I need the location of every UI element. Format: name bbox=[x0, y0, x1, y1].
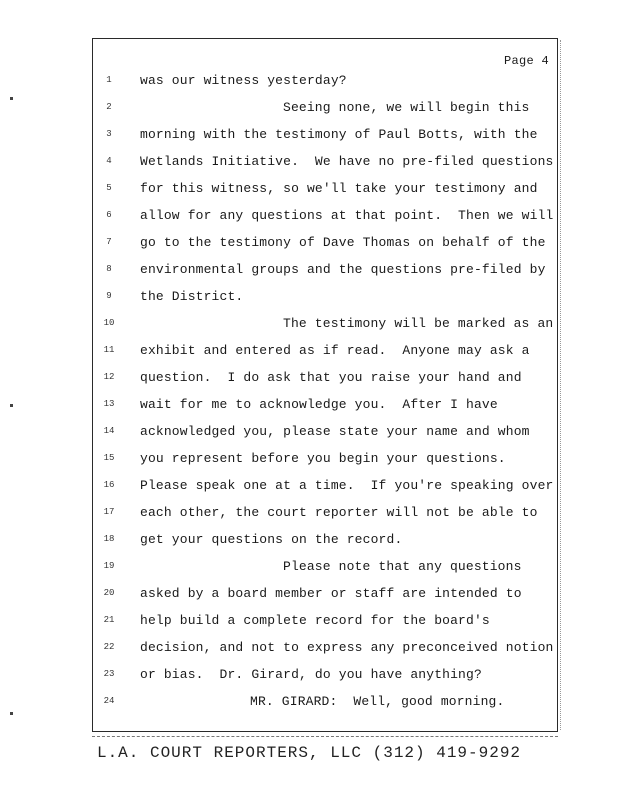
line-text: go to the testimony of Dave Thomas on behalf of the bbox=[140, 235, 546, 250]
transcript-line bbox=[93, 397, 557, 424]
line-number: 5 bbox=[106, 183, 112, 193]
line-text: allow for any questions at that point. Then we will bbox=[140, 208, 554, 223]
line-text: Seeing none, we will begin this bbox=[283, 100, 530, 115]
transcript-line bbox=[93, 262, 557, 289]
transcript-line bbox=[93, 181, 557, 208]
transcript-line bbox=[93, 100, 557, 127]
line-text: asked by a board member or staff are intended to bbox=[140, 586, 522, 601]
line-text: you represent before you begin your questions. bbox=[140, 451, 506, 466]
transcript-line bbox=[93, 316, 557, 343]
line-number: 19 bbox=[103, 561, 115, 571]
line-text: Wetlands Initiative. We have no pre-filed questions bbox=[140, 154, 554, 169]
transcript-line bbox=[93, 694, 557, 721]
line-number: 12 bbox=[103, 372, 115, 382]
transcript-line bbox=[93, 451, 557, 478]
transcript-line bbox=[93, 532, 557, 559]
line-text: morning with the testimony of Paul Botts, with the bbox=[140, 127, 538, 142]
line-number: 17 bbox=[103, 507, 115, 517]
line-text: exhibit and entered as if read. Anyone may ask a bbox=[140, 343, 530, 358]
transcript-lines bbox=[93, 73, 557, 721]
line-number: 24 bbox=[103, 696, 115, 706]
line-number: 11 bbox=[103, 345, 115, 355]
page-edge-rule bbox=[560, 40, 562, 730]
line-text: was our witness yesterday? bbox=[140, 73, 347, 88]
transcript-page bbox=[92, 38, 558, 732]
transcript-line bbox=[93, 343, 557, 370]
line-text: help build a complete record for the board's bbox=[140, 613, 490, 628]
transcript-line bbox=[93, 424, 557, 451]
transcript-line bbox=[93, 559, 557, 586]
line-number: 14 bbox=[103, 426, 115, 436]
line-text: decision, and not to express any preconceived notion bbox=[140, 640, 554, 655]
transcript-line bbox=[93, 640, 557, 667]
line-number: 4 bbox=[106, 156, 112, 166]
line-number: 15 bbox=[103, 453, 115, 463]
line-text: wait for me to acknowledge you. After I have bbox=[140, 397, 498, 412]
line-number: 18 bbox=[103, 534, 115, 544]
line-text: Please speak one at a time. If you're speaking over bbox=[140, 478, 554, 493]
transcript-line bbox=[93, 613, 557, 640]
line-text: The testimony will be marked as an bbox=[283, 316, 554, 331]
transcript-line bbox=[93, 505, 557, 532]
line-text: MR. GIRARD: Well, good morning. bbox=[250, 694, 505, 709]
line-text: question. I do ask that you raise your hand and bbox=[140, 370, 522, 385]
line-number: 2 bbox=[106, 102, 112, 112]
line-text: for this witness, so we'll take your testimony and bbox=[140, 181, 538, 196]
transcript-line bbox=[93, 586, 557, 613]
line-number: 21 bbox=[103, 615, 115, 625]
line-text: or bias. Dr. Girard, do you have anything? bbox=[140, 667, 482, 682]
line-number: 10 bbox=[103, 318, 115, 328]
page-number: Page 4 bbox=[503, 54, 549, 68]
line-number: 23 bbox=[103, 669, 115, 679]
transcript-line bbox=[93, 667, 557, 694]
line-number: 3 bbox=[106, 129, 112, 139]
transcript-line bbox=[93, 73, 557, 100]
transcript-line bbox=[93, 154, 557, 181]
line-number: 16 bbox=[103, 480, 115, 490]
transcript-line bbox=[93, 478, 557, 505]
line-number: 22 bbox=[103, 642, 115, 652]
margin-mark bbox=[10, 712, 13, 715]
transcript-line bbox=[93, 127, 557, 154]
line-text: get your questions on the record. bbox=[140, 532, 403, 547]
line-number: 13 bbox=[103, 399, 115, 409]
line-text: the District. bbox=[140, 289, 244, 304]
line-number: 1 bbox=[106, 75, 112, 85]
line-number: 7 bbox=[106, 237, 112, 247]
transcript-line bbox=[93, 289, 557, 316]
line-number: 6 bbox=[106, 210, 112, 220]
line-text: environmental groups and the questions pre-filed by bbox=[140, 262, 546, 277]
margin-mark bbox=[10, 97, 13, 100]
transcript-line bbox=[93, 208, 557, 235]
line-number: 20 bbox=[103, 588, 115, 598]
line-text: Please note that any questions bbox=[283, 559, 522, 574]
court-reporter-footer: L.A. COURT REPORTERS, LLC (312) 419-9292 bbox=[96, 744, 522, 762]
transcript-line bbox=[93, 235, 557, 262]
line-number: 9 bbox=[106, 291, 112, 301]
line-number: 8 bbox=[106, 264, 112, 274]
transcript-line bbox=[93, 370, 557, 397]
margin-mark bbox=[10, 404, 13, 407]
line-text: each other, the court reporter will not be able to bbox=[140, 505, 538, 520]
line-text: acknowledged you, please state your name and whom bbox=[140, 424, 530, 439]
